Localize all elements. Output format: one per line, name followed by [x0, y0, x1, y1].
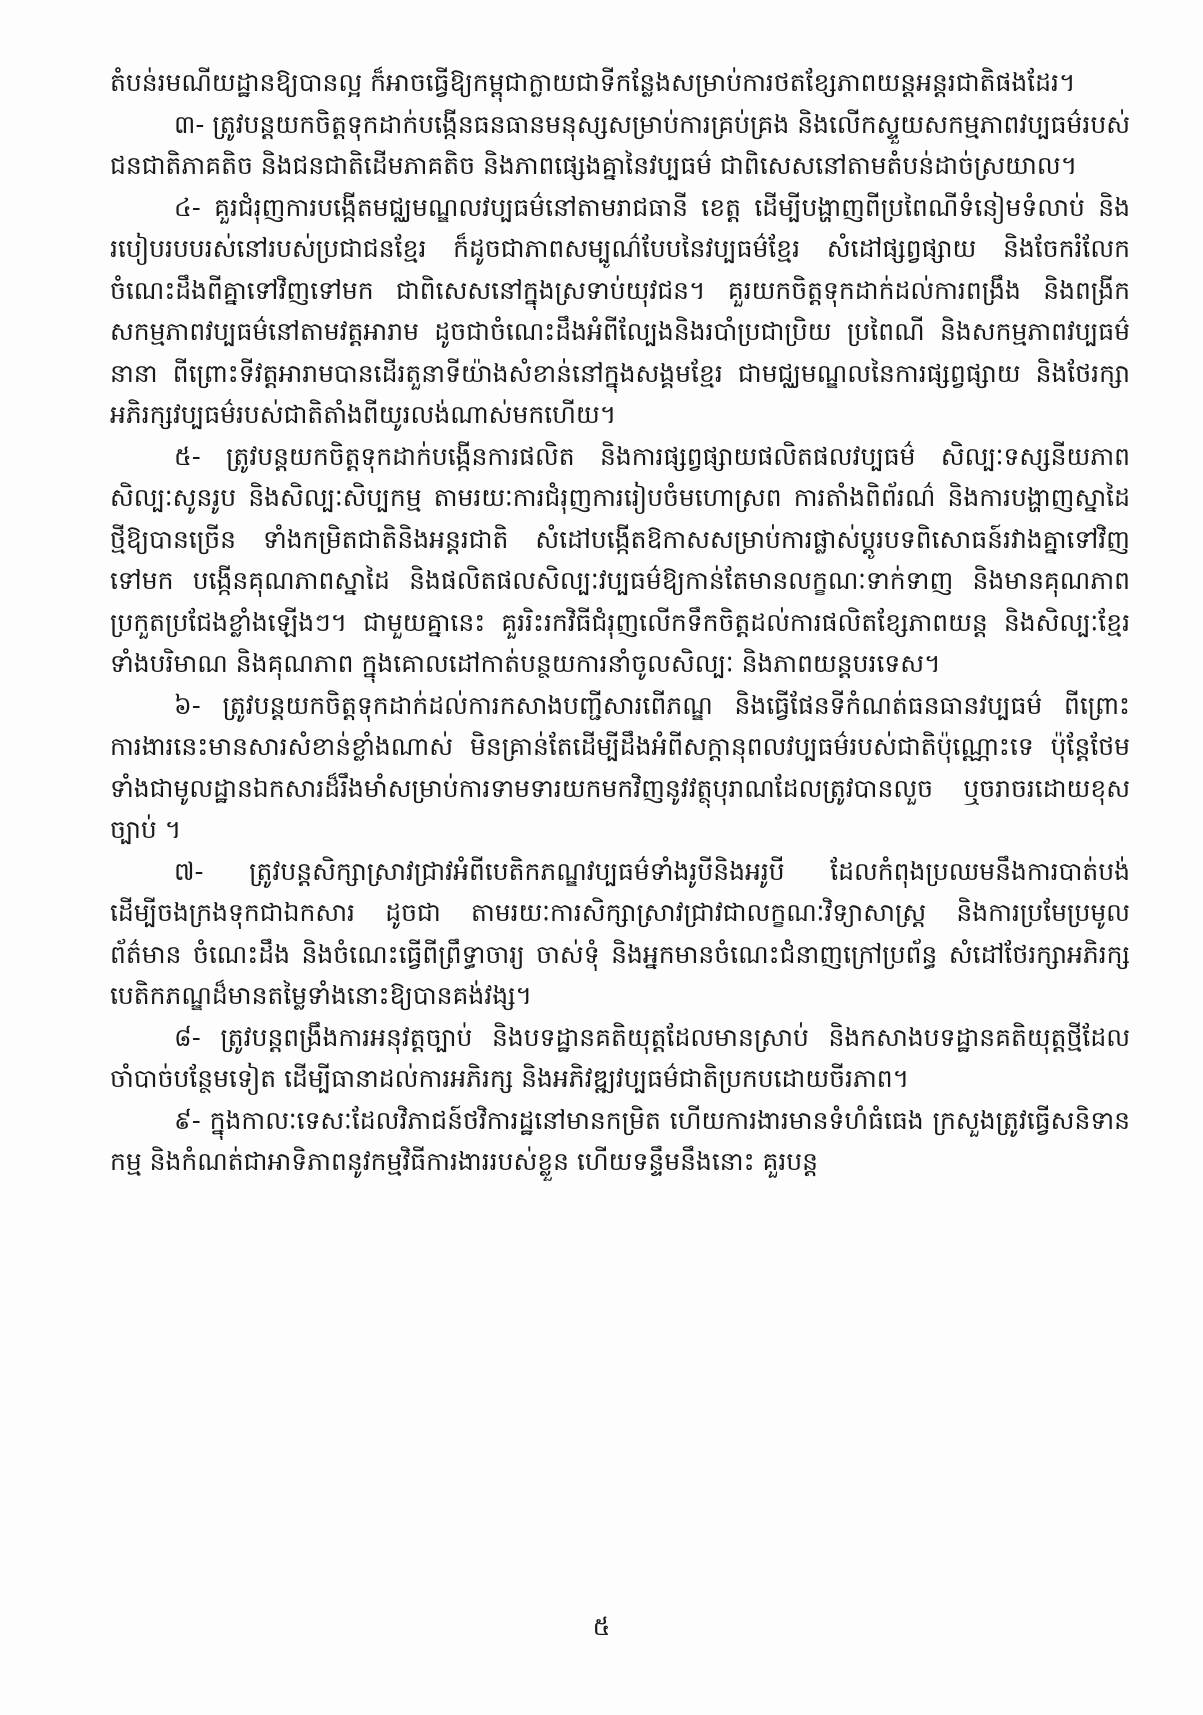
body-text: [110, 62, 1130, 1183]
paragraph-item-4: ៤- គួរជំរុញការបង្កើតមជ្ឈមណ្ឌលវប្បធម៌នៅតាមរាជធានី ខេត្ត ដើម្បីបង្ហាញពីប្រពៃណីទំនៀមទំលាប់ និងរបៀបរបបរស់នៅរបស់ប្រជាជនខ្មែរ ក៏ដូចជាភាពសម្បូណ៌បែបនៃវប្បធម៌ខ្មែរ សំដៅផ្សព្វផ្សាយ និងចែករំលែកចំណេះដឹងពីគ្នាទៅវិញទៅមក ជាពិសេសនៅក្នុងស្រទាប់យុវជន។ គួរយកចិត្តទុកដាក់ដល់ការពង្រឹង និងពង្រីកសកម្មភាពវប្បធម៌នៅតាមវត្តអារាម ដូចជាចំណេះដឹងអំពីល្បែងនិងរបាំប្រជាប្រិយ ប្រពៃណី និងសកម្មភាពវប្បធម៌នានា ពីព្រោះទីវត្តអារាមបានដើរតួនាទីយ៉ាងសំខាន់នៅក្នុងសង្គមខ្មែរ ជាមជ្ឈមណ្ឌលនៃការផ្សព្វផ្សាយ និងថែរក្សាអភិរក្សវប្បធម៌របស់ជាតិតាំងពីយូរលង់ណាស់មកហើយ។: [110, 192, 1130, 429]
paragraph-item-3: ៣- ត្រូវបន្តយកចិត្តទុកដាក់បង្កើនធនធានមនុស្សសម្រាប់ការគ្រប់គ្រង និងលើកស្ទួយសកម្មភាពវប្បធម៌របស់ជនជាតិភាគតិច និងជនជាតិដើមភាគតិច និងភាពផ្សេងគ្នានៃវប្បធម៌ ជាពិសេសនៅតាមតំបន់ដាច់ស្រយាល។: [110, 109, 1130, 180]
paragraph-item-9: ៩- ក្នុងកាលៈទេសៈដែលវិភាជន៍ថវិការដ្ឋនៅមានកម្រិត ហើយការងារមានទំហំធំធេង ក្រសួងត្រូវធ្វើសនិទានកម្ម និងកំណត់ជាអាទិភាពនូវកម្មវិធីការងាររបស់ខ្លួន ហើយទន្ទឹមនឹងនោះ គួរបន្ត: [110, 1105, 1130, 1176]
paragraph-item-8: ៨- ត្រូវបន្តពង្រឹងការអនុវត្តច្បាប់ និងបទដ្ឋានគតិយុត្តដែលមានស្រាប់ និងកសាងបទដ្ឋានគតិយុត្តថ្មីដែលចាំបាច់បន្ថែមទៀត ដើម្បីធានាដល់ការអភិរក្ស និងអភិវឌ្ឍវប្បធម៌ជាតិប្រកបដោយចីរភាព។: [110, 1022, 1130, 1093]
paragraph-item-6: ៦- ត្រូវបន្តយកចិត្តទុកដាក់ដល់ការកសាងបញ្ជីសារពើភណ្ឌ និងធ្វើផែនទីកំណត់ធនធានវប្បធម៌ ពីព្រោះការងារនេះមានសារសំខាន់ខ្លាំងណាស់ មិនគ្រាន់តែដើម្បីដឹងអំពីសក្តានុពលវប្បធម៌របស់ជាតិប៉ុណ្ណោះទេ ប៉ុន្តែថែមទាំងជាមូលដ្ឋានឯកសារដ៏រឹងមាំសម្រាប់ការទាមទារយកមកវិញនូវវត្ថុបុរាណដែលត្រូវបានលួច ឬចរាចរដោយខុសច្បាប់ ។: [110, 690, 1130, 844]
page-number: ៥: [592, 1612, 611, 1641]
paragraph-item-7: ៧- ត្រូវបន្តសិក្សាស្រាវជ្រាវអំពីបេតិកភណ្ឌវប្បធម៌ទាំងរូបីនិងអរូបី ដែលកំពុងប្រឈមនឹងការបាត់បង់ ដើម្បីចងក្រងទុកជាឯកសារ ដូចជា តាមរយៈការសិក្សាស្រាវជ្រាវជាលក្ខណៈវិទ្យាសាស្ត្រ និងការប្រមែប្រមូលព័ត៌មាន ចំណេះដឹង និងចំណេះធ្វើពីព្រឹទ្ធាចារ្យ ចាស់ទុំ និងអ្នកមានចំណេះជំនាញក្រៅប្រព័ន្ធ សំដៅថែរក្សាអភិរក្សបេតិកភណ្ឌដ៏មានតម្លៃទាំងនោះឱ្យបានគង់វង្ស។: [110, 856, 1130, 1010]
paragraph-continuation: តំបន់រមណីយដ្ឋានឱ្យបានល្អ ក៏អាចធ្វើឱ្យកម្ពុជាក្លាយជាទីកន្លែងសម្រាប់ការថតខ្សែភាពយន្តអន្តរជាតិផងដែរ។: [110, 68, 1076, 97]
paragraph-item-5: ៥- ត្រូវបន្តយកចិត្តទុកដាក់បង្កើនការផលិត និងការផ្សព្វផ្សាយផលិតផលវប្បធម៌ សិល្បៈទស្សនីយភាព សិល្បៈសូនរូប និងសិល្បៈសិប្បកម្ម តាមរយៈការជំរុញការរៀបចំមហោស្រព ការតាំងពិព័រណ៌ និងការបង្ហាញស្នាដៃថ្មីឱ្យបានច្រើន ទាំងកម្រិតជាតិនិងអន្តរជាតិ សំដៅបង្កើតឱកាសសម្រាប់ការផ្លាស់ប្តូរបទពិសោធន៍រវាងគ្នាទៅវិញទៅមក បង្កើនគុណភាពស្នាដៃ និងផលិតផលសិល្បៈវប្បធម៌ឱ្យកាន់តែមានលក្ខណៈទាក់ទាញ និងមានគុណភាពប្រកួតប្រជែងខ្លាំងឡើងៗ។ ជាមួយគ្នានេះ គួររិះរកវិធីជំរុញលើកទឹកចិត្តដល់ការផលិតខ្សែភាពយន្ត និងសិល្បៈខ្មែរទាំងបរិមាណ និងគុណភាព ក្នុងគោលដៅកាត់បន្ថយការនាំចូលសិល្បៈ និងភាពយន្តបរទេស។: [110, 441, 1130, 678]
